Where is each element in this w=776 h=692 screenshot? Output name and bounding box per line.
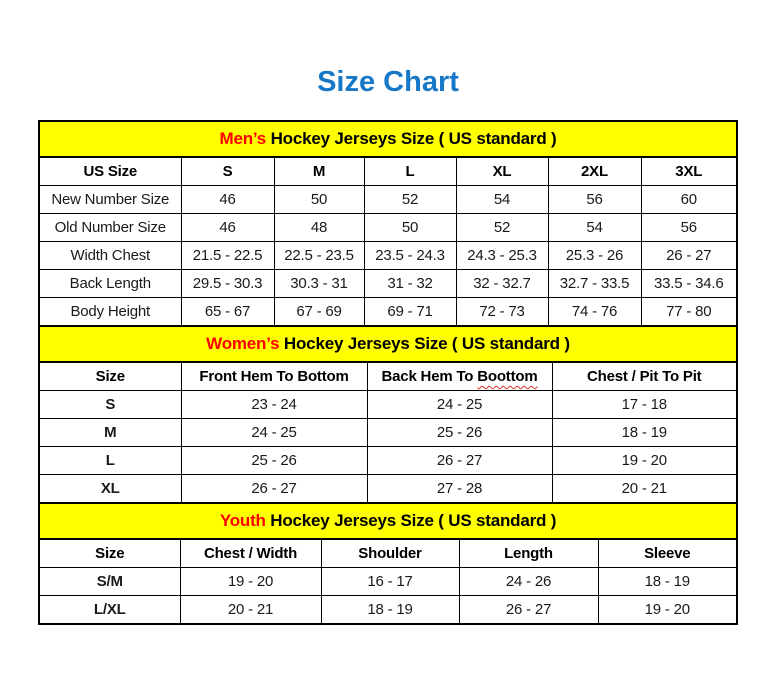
womens-table-row: [39, 391, 737, 419]
mens-size-value-cell: 24.3 - 25.3: [456, 242, 548, 270]
womens-size-table: [38, 325, 738, 504]
mens-size-value-cell: 22.5 - 23.5: [274, 242, 364, 270]
womens-table-row: [39, 447, 737, 475]
mens-size-value-cell: 77 - 80: [641, 298, 737, 327]
youth-table-row: [39, 596, 737, 625]
womens-size-value-cell: 25 - 26: [367, 419, 552, 447]
womens-row-label: XL: [39, 475, 181, 504]
mens-column-header: M: [274, 157, 364, 186]
youth-row-label: S/M: [39, 568, 180, 596]
youth-size-value-cell: 16 - 17: [321, 568, 459, 596]
mens-column-header: US Size: [39, 157, 181, 186]
womens-table-row: [39, 419, 737, 447]
mens-size-value-cell: 54: [548, 214, 641, 242]
mens-size-value-cell: 50: [274, 186, 364, 214]
youth-table-row: [39, 568, 737, 596]
youth-column-header: Sleeve: [598, 539, 737, 568]
youth-size-value-cell: 19 - 20: [598, 596, 737, 625]
mens-row-label: Width Chest: [39, 242, 181, 270]
mens-banner-highlight: Men’s: [219, 129, 267, 148]
mens-size-value-cell: 31 - 32: [364, 270, 456, 298]
mens-size-value-cell: 46: [181, 214, 274, 242]
mens-table-row: [39, 298, 737, 327]
mens-size-value-cell: 54: [456, 186, 548, 214]
youth-size-value-cell: 20 - 21: [180, 596, 321, 625]
mens-table-row: [39, 270, 737, 298]
mens-column-header: XL: [456, 157, 548, 186]
mens-table-row: [39, 242, 737, 270]
mens-column-header: L: [364, 157, 456, 186]
mens-size-value-cell: 52: [364, 186, 456, 214]
womens-row-label: M: [39, 419, 181, 447]
youth-row-label: L/XL: [39, 596, 180, 625]
size-chart-tables: [38, 120, 736, 625]
misspelled-word: Boottom: [477, 368, 538, 385]
womens-size-value-cell: 24 - 25: [181, 419, 367, 447]
mens-size-value-cell: 29.5 - 30.3: [181, 270, 274, 298]
mens-column-header: S: [181, 157, 274, 186]
mens-size-value-cell: 48: [274, 214, 364, 242]
mens-section-banner: [39, 121, 737, 157]
mens-size-value-cell: 25.3 - 26: [548, 242, 641, 270]
womens-size-value-cell: 19 - 20: [552, 447, 737, 475]
mens-size-value-cell: 67 - 69: [274, 298, 364, 327]
womens-row-label: L: [39, 447, 181, 475]
mens-size-value-cell: 60: [641, 186, 737, 214]
mens-size-value-cell: 26 - 27: [641, 242, 737, 270]
youth-size-table: [38, 502, 738, 625]
youth-size-value-cell: 18 - 19: [321, 596, 459, 625]
mens-size-value-cell: 33.5 - 34.6: [641, 270, 737, 298]
mens-size-value-cell: 74 - 76: [548, 298, 641, 327]
womens-banner-highlight: Women’s: [206, 334, 280, 353]
youth-size-value-cell: 26 - 27: [459, 596, 598, 625]
youth-column-header: Chest / Width: [180, 539, 321, 568]
mens-size-table: [38, 120, 738, 327]
womens-size-value-cell: 20 - 21: [552, 475, 737, 504]
page-title: Size Chart: [317, 66, 459, 98]
mens-size-value-cell: 52: [456, 214, 548, 242]
mens-size-value-cell: 46: [181, 186, 274, 214]
womens-size-value-cell: 18 - 19: [552, 419, 737, 447]
mens-size-value-cell: 32.7 - 33.5: [548, 270, 641, 298]
mens-row-label: Back Length: [39, 270, 181, 298]
mens-size-value-cell: 30.3 - 31: [274, 270, 364, 298]
womens-size-value-cell: 24 - 25: [367, 391, 552, 419]
mens-size-value-cell: 72 - 73: [456, 298, 548, 327]
mens-row-label: New Number Size: [39, 186, 181, 214]
mens-size-value-cell: 21.5 - 22.5: [181, 242, 274, 270]
womens-column-header: Back Hem To Boottom: [367, 362, 552, 391]
youth-column-header: Shoulder: [321, 539, 459, 568]
mens-size-value-cell: 32 - 32.7: [456, 270, 548, 298]
mens-size-value-cell: 56: [548, 186, 641, 214]
mens-size-value-cell: 69 - 71: [364, 298, 456, 327]
youth-size-value-cell: 18 - 19: [598, 568, 737, 596]
womens-section-banner: [39, 326, 737, 362]
mens-row-label: Body Height: [39, 298, 181, 327]
mens-size-value-cell: 23.5 - 24.3: [364, 242, 456, 270]
mens-table-row: [39, 214, 737, 242]
mens-column-header: 3XL: [641, 157, 737, 186]
womens-size-value-cell: 26 - 27: [181, 475, 367, 504]
mens-table-row: [39, 186, 737, 214]
womens-column-header: Size: [39, 362, 181, 391]
youth-size-value-cell: 19 - 20: [180, 568, 321, 596]
youth-size-value-cell: 24 - 26: [459, 568, 598, 596]
womens-size-value-cell: 17 - 18: [552, 391, 737, 419]
mens-size-value-cell: 50: [364, 214, 456, 242]
womens-banner-text: Hockey Jerseys Size ( US standard ): [283, 334, 570, 353]
womens-size-value-cell: 25 - 26: [181, 447, 367, 475]
womens-column-header: Chest / Pit To Pit: [552, 362, 737, 391]
mens-column-header: 2XL: [548, 157, 641, 186]
youth-column-header: Size: [39, 539, 180, 568]
mens-row-label: Old Number Size: [39, 214, 181, 242]
youth-section-banner: [39, 503, 737, 539]
mens-banner-text: Hockey Jerseys Size ( US standard ): [270, 129, 557, 148]
youth-column-header: Length: [459, 539, 598, 568]
mens-size-value-cell: 65 - 67: [181, 298, 274, 327]
womens-row-label: S: [39, 391, 181, 419]
womens-size-value-cell: 23 - 24: [181, 391, 367, 419]
womens-size-value-cell: 26 - 27: [367, 447, 552, 475]
womens-column-header: Front Hem To Bottom: [181, 362, 367, 391]
mens-size-value-cell: 56: [641, 214, 737, 242]
youth-banner-text: Hockey Jerseys Size ( US standard ): [270, 511, 557, 530]
womens-size-value-cell: 27 - 28: [367, 475, 552, 504]
youth-banner-highlight: Youth: [219, 511, 266, 530]
womens-table-row: [39, 475, 737, 504]
